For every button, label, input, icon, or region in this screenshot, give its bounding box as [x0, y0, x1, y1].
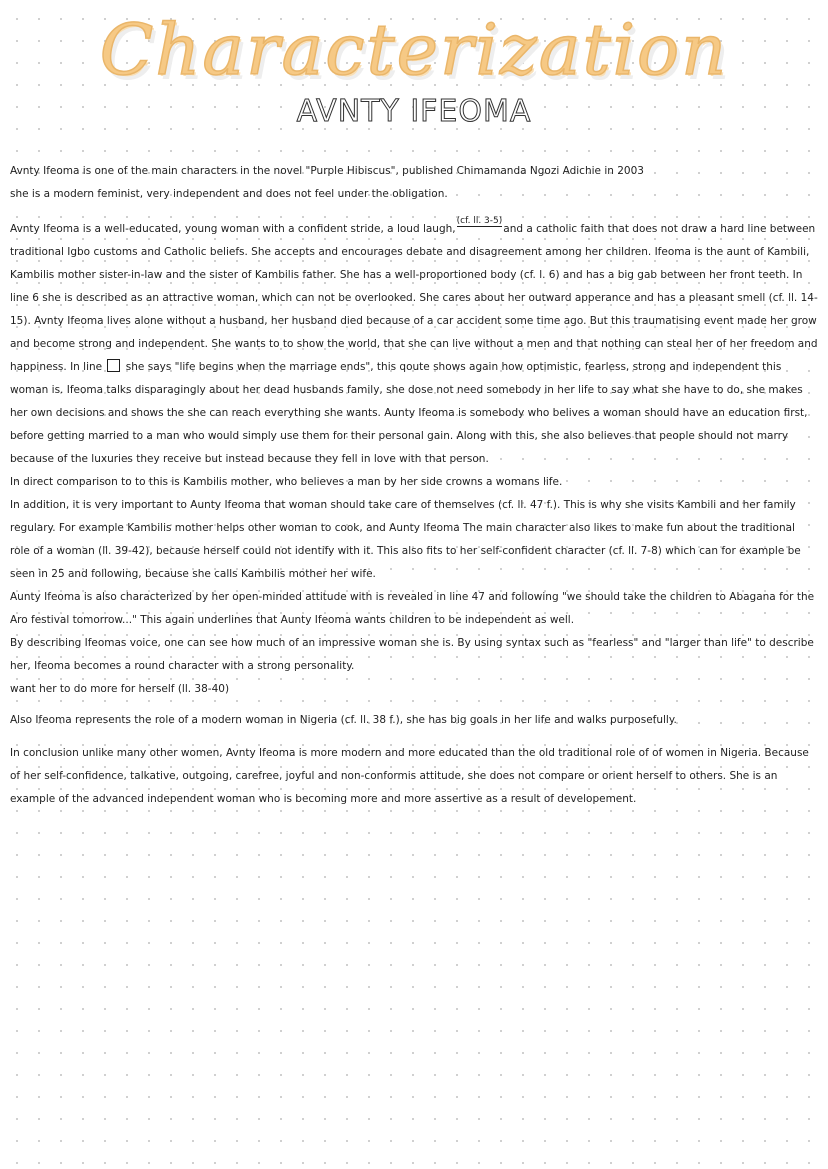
paragraph-6: want her to do more for herself (ll. 38-40)	[10, 683, 230, 695]
page-subtitle: AVNTY IFEOMA	[296, 94, 532, 129]
paragraph-1-end: she says "life begins when the marriage ends", this qoute shows again how optimistic, fearless, strong and independent this woman is. Ifeoma talks disparagingly about her dead husbands family, she dose not need somebody in her life to say what she have to do, she makes her own decisions and shows the she can reach everything she wants. Aunty Ifeoma is somebody who belives a woman should have an education first, before getting married to a man who would simply use them for their personal gain. Along with this, she also believes that people should not marry because of the luxuries they receive but instead because they fell in love with that person.	[10, 361, 808, 465]
paragraph-4: Aunty Ifeoma is also characterized by her open-minded attitude with is revealed in line 47 and following "we should take the children to Abagana for the Aro festival tomorrow..." This again underlines that Aunty Ifeoma wants children to be independent as well.	[10, 591, 815, 626]
paragraph-1-start: Avnty Ifeoma is a well-educated, young woman with a confident stride, a loud laugh,	[10, 223, 456, 235]
intro-line-2: she is a modern feminist, very independent and does not feel under the obligation.	[10, 188, 448, 200]
conclusion-paragraph: In conclusion unlike many other women, Avnty Ifeoma is more modern and more educated than the old traditional role of of women in Nigeria. Because of her self-confidence, talkative, outgoing, carefree, joyful and non-conformis attitude, she does not compare or orient herself to others. She is an example of the advanced independent woman who is becoming more and more assertive as a result of developement.	[10, 747, 809, 805]
paragraph-1	[10, 218, 818, 471]
paragraph-1-middle: and a catholic faith that does not draw a hard line between traditional Igbo customs and Catholic beliefs. She accepts and encourages debate and disagreement among her children. Ifeoma is the aunt of Kambili, Kambilis mother sister-in-law and the sister of Kambilis father. She has a well-proportioned body (cf. l. 6) and has a big gab between her front teeth. In line 6 she is described as an attractive woman, which can not be overlooked. She cares about her outward apperance and has a pleasant smell (cf. ll. 14-15). Avnty Ifeoma lives alone without a husband, her husband died because of a car accident some time ago. But this traumatising event made her grow and become strong and independent. She wants to to show the world, that she can live without a men and that nothing can steal her of her freedom and happiness. In line	[10, 223, 818, 373]
page-title: Characterization	[99, 9, 729, 91]
essay-body	[10, 160, 818, 811]
empty-checkbox-icon	[107, 359, 120, 372]
paragraph-7: Also Ifeoma represents the role of a modern woman in Nigeria (cf. ll. 38 f.), she has big goals in her life and walks purposefully.	[10, 714, 677, 726]
paragraph-2: In direct comparison to to this is Kambilis mother, who believes a man by her side crowns a womans life.	[10, 476, 563, 488]
intro-line-1: Avnty Ifeoma is one of the main characters in the novel "Purple Hibiscus", published Chimamanda Ngozi Adichie in 2003	[10, 165, 644, 177]
paragraph-3: In addition, it is very important to Aunty Ifeoma that woman should take care of themselves (cf. ll. 47 f.). This is why she visits Kambili and her family regulary. For example Kambilis mother helps other woman to cook, and Aunty Ifeoma The main character also likes to make fun about the traditional role of a woman (ll. 39-42), because herself could not identify with it. This also fits to her self-confident character (cf. ll. 7-8) which can for example be seen in 25 and following, because she calls Kambilis mother her wife.	[10, 499, 801, 580]
paragraph-5: By describing Ifeomas voice, one can see how much of an impressive woman she is. By using syntax such as "fearless" and "larger than life" to describe her, Ifeoma becomes a round character with a strong personality.	[10, 637, 814, 672]
line-citation: (cf. ll. 3-5)	[456, 216, 503, 226]
